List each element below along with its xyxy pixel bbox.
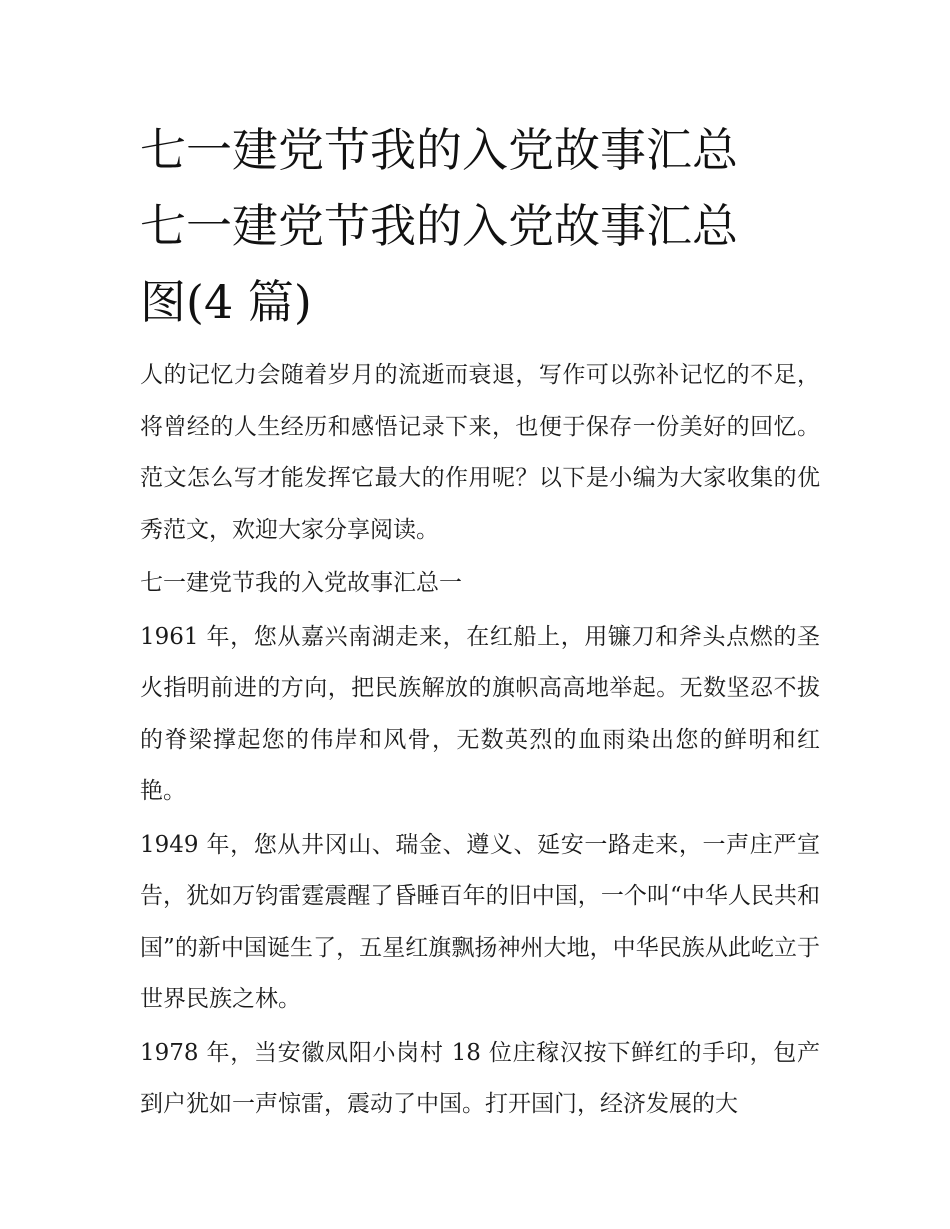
section-heading: 七一建党节我的入党故事汇总一 [140, 570, 462, 596]
intro-paragraph: 人的记忆力会随着岁月的流逝而衰退，写作可以弥补记忆的不足，将曾经的人生经历和感悟记录下来，也便于保存一份美好的回忆。范文怎么写才能发挥它最大的作用呢？以下是小编为大家收集的优秀范文，欢迎大家分享阅读。 [140, 362, 820, 543]
title-line: 七一建党节我的入党故事汇总 [140, 123, 738, 177]
body-paragraph: 1978 年，当安徽凤阳小岗村 18 位庄稼汉按下鲜红的手印，包产到户犹如一声惊雷，震动了中国。打开国门，经济发展的大 [140, 1039, 820, 1117]
body-paragraph: 1961 年，您从嘉兴南湖走来，在红船上，用镰刀和斧头点燃的圣火指明前进的方向，把民族解放的旗帜高高地举起。无数坚忍不拔的脊梁撑起您的伟岸和风骨，无数英烈的血雨染出您的鲜明和红艳。 [140, 623, 820, 804]
title-line: 图(4 篇) [140, 275, 312, 329]
body-paragraph: 1949 年，您从井冈山、瑞金、遵义、延安一路走来，一声庄严宣告，犹如万钧雷霆震醒了昏睡百年的旧中国，一个叫“中华人民共和国”的新中国诞生了，五星红旗飘扬神州大地，中华民族从此屹立于世界民族之林。 [140, 831, 820, 1012]
document-content [140, 112, 820, 1133]
title-line: 七一建党节我的入党故事汇总 [140, 199, 738, 253]
document-title [140, 112, 820, 340]
